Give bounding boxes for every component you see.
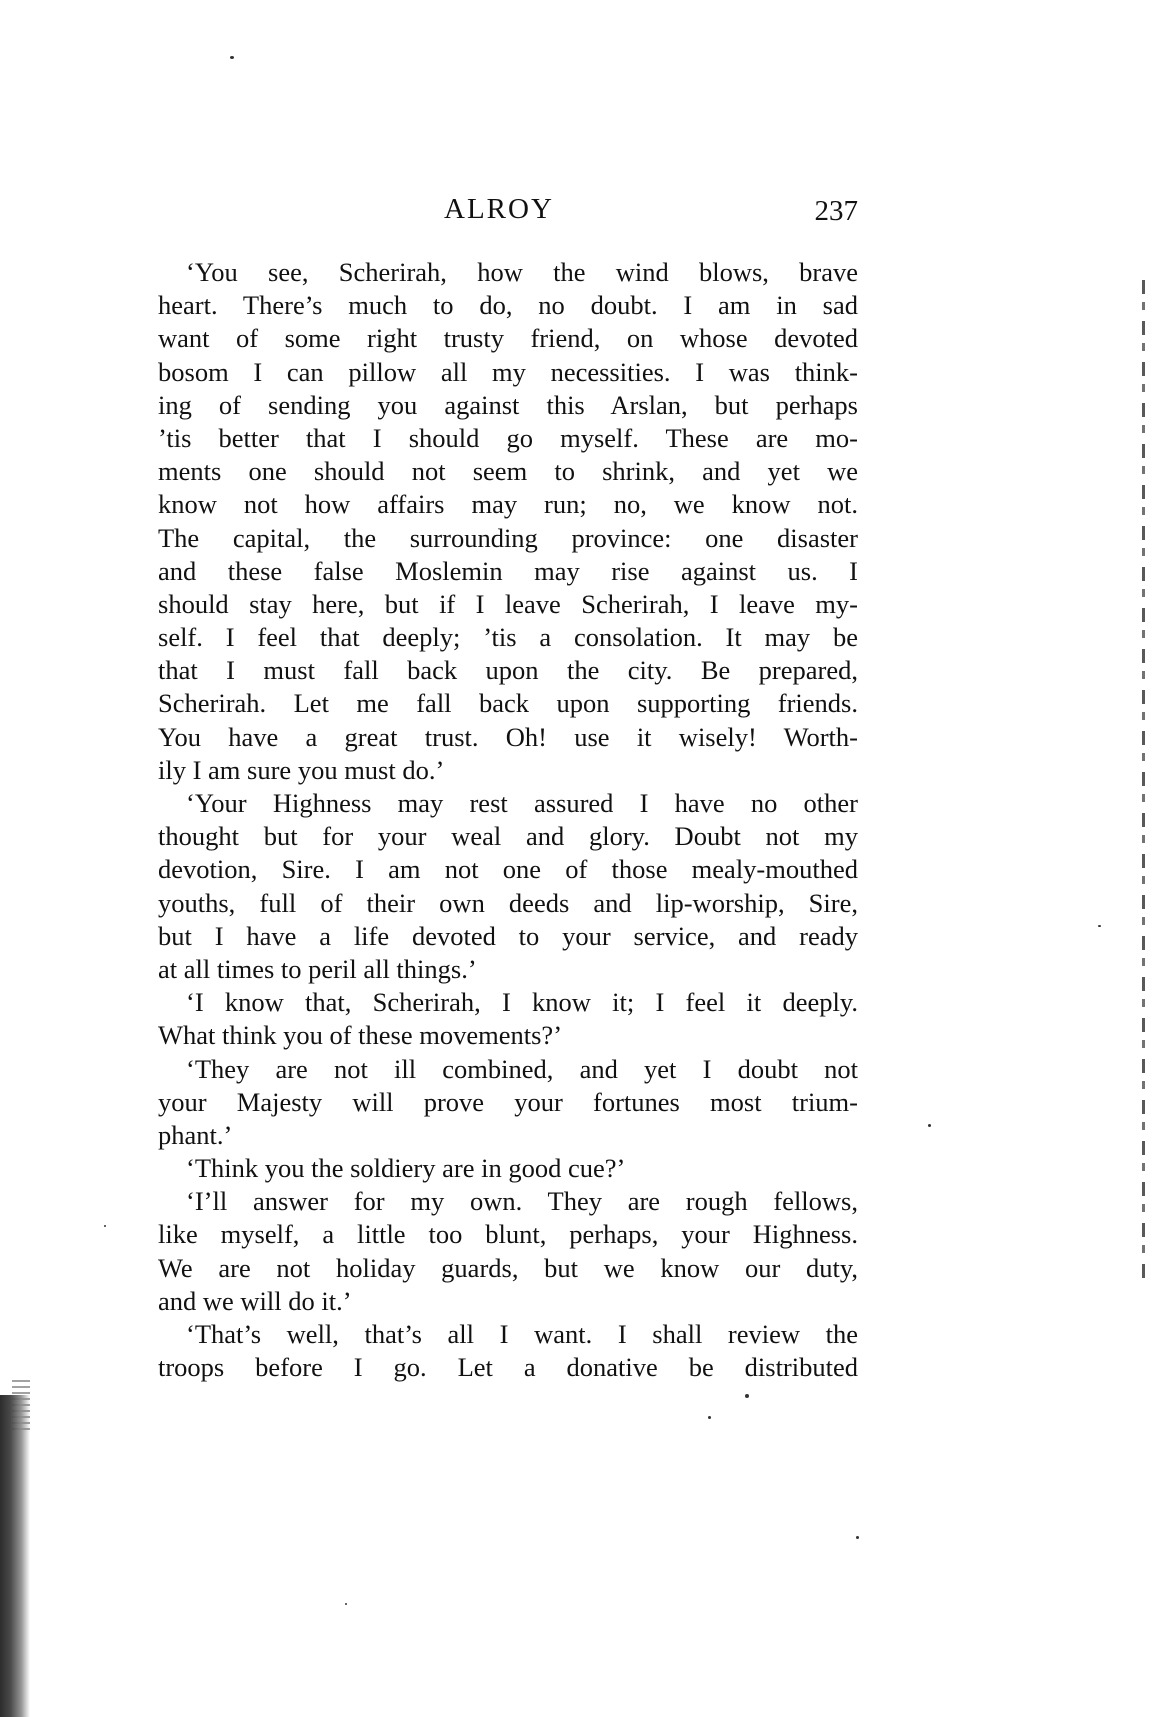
left-edge-binding-shadow — [0, 1395, 30, 1717]
text-line: devotion, Sire. I am not one of those mealy-mouthed — [158, 854, 858, 885]
text-line: youths, full of their own deeds and lip-worship, Sire, — [158, 887, 858, 918]
text-line: troops before I go. Let a donative be distributed — [158, 1352, 858, 1383]
text-line: ‘You see, Scherirah, how the wind blows, brave — [186, 257, 858, 287]
text-line: ‘That’s well, that’s all I want. I shall review the — [186, 1319, 858, 1349]
scan-speck — [1098, 925, 1101, 927]
right-margin-bleed-mark — [1142, 280, 1145, 1280]
text-line: ‘Your Highness may rest assured I have no other — [186, 788, 858, 818]
text-line: ‘I know that, Scherirah, I know it; I feel it deeply. — [186, 987, 858, 1018]
scan-speck — [856, 1536, 859, 1539]
text-line: ments one should not seem to shrink, and yet we — [158, 456, 858, 487]
scan-speck — [345, 1603, 347, 1605]
text-line: that I must fall back upon the city. Be prepared, — [158, 655, 858, 686]
text-line: want of some right trusty friend, on whose devoted — [158, 323, 858, 354]
page-number: 237 — [814, 195, 858, 227]
text-line: The capital, the surrounding province: one disaster — [158, 522, 858, 553]
text-line: bosom I can pillow all my necessities. I was think- — [158, 356, 858, 387]
scan-speck — [230, 56, 234, 59]
text-line: know not how affairs may run; no, we know not. — [158, 489, 858, 520]
text-line: self. I feel that deeply; ’tis a consolation. It may be — [158, 622, 858, 653]
scan-speck — [104, 1225, 106, 1227]
body-text — [158, 256, 858, 1384]
text-line: ‘I’ll answer for my own. They are rough fellows, — [186, 1186, 858, 1217]
text-line: What think you of these movements?’ — [158, 1020, 563, 1051]
text-line: ‘Think you the soldiery are in good cue?’ — [186, 1153, 626, 1184]
text-line: Scherirah. Let me fall back upon supporting friends. — [158, 688, 858, 719]
scan-speck — [708, 1416, 711, 1419]
text-line: ily I am sure you must do.’ — [158, 754, 445, 785]
text-line: ing of sending you against this Arslan, but perhaps — [158, 389, 858, 420]
text-line: You have a great trust. Oh! use it wisely! Worth- — [158, 721, 858, 752]
text-line: heart. There’s much to do, no doubt. I am in sad — [158, 290, 858, 321]
text-line: and these false Moslemin may rise against us. I — [158, 555, 858, 586]
text-line: phant.’ — [158, 1119, 233, 1150]
running-head — [158, 193, 858, 233]
text-line: and we will do it.’ — [158, 1285, 352, 1316]
text-line: thought but for your weal and glory. Doubt not my — [158, 821, 858, 852]
text-line: We are not holiday guards, but we know our duty, — [158, 1252, 858, 1283]
scan-speck — [745, 1394, 749, 1398]
text-line: like myself, a little too blunt, perhaps, your Highness. — [158, 1219, 858, 1250]
text-line: at all times to peril all things.’ — [158, 953, 477, 984]
text-line: but I have a life devoted to your service, and ready — [158, 920, 858, 951]
running-title: ALROY — [444, 193, 554, 225]
text-line: your Majesty will prove your fortunes most trium- — [158, 1086, 858, 1117]
text-line: ’tis better that I should go myself. These are mo- — [158, 422, 858, 453]
text-line: should stay here, but if I leave Scherirah, I leave my- — [158, 588, 858, 619]
text-line: ‘They are not ill combined, and yet I doubt not — [186, 1053, 858, 1084]
scan-speck — [928, 1124, 931, 1127]
